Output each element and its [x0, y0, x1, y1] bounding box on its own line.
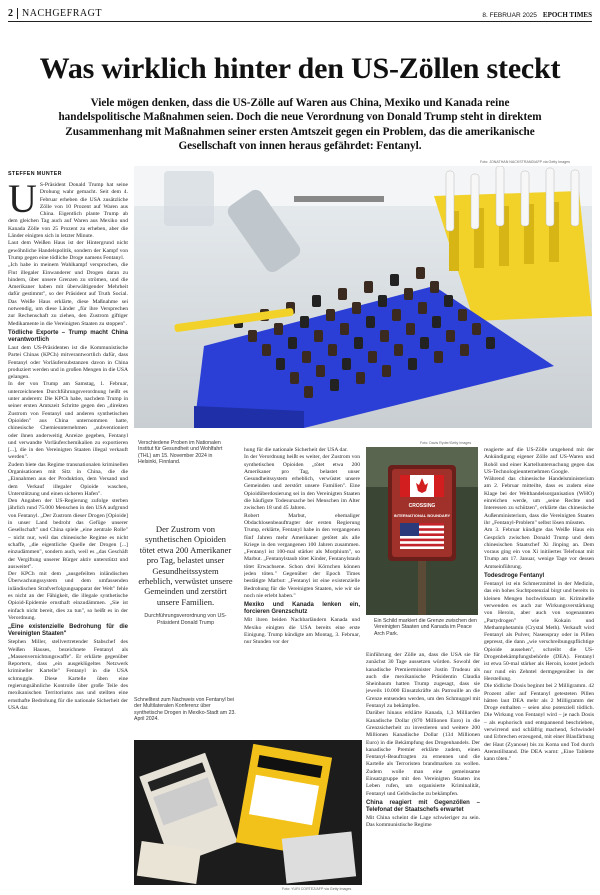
vial — [290, 372, 299, 384]
paragraph: Die tödliche Dosis beginnt bei 2 Milligramm. 42 Prozent aller auf Fentanyl getesteten Pillen hätten laut DEA mehr als 2 Milligramm der Droge enthalten – seien also potenziell tödlich. Die Wirkung von Fentanyl wird – je nach Dosis – als euphorisch und entspannend beschrieben, verwirrend und schläfrig machend, Schwindel und Erbrechen erzeugend, mit einer Blaufärbung der Haut (Zyanose) bis zu Koma und Tod durch Atemstillstand. Die DEA warnt: „Eine Tablette kann töten." — [484, 683, 594, 763]
vial — [328, 344, 337, 356]
drop-cap: U — [8, 182, 37, 221]
vial — [430, 281, 439, 293]
pull-quote — [138, 524, 233, 626]
subheading: China reagiert mit Gegenzöllen – Telefonat der Staatschefs erwartet — [366, 799, 480, 813]
subheading: Tödliche Exporte – Trump macht China verantwortlich — [8, 329, 128, 343]
vial — [274, 323, 283, 335]
quote-text: Der Zustrom von synthetischen Opioiden tötet etwa 200 Amerikaner pro Tag, belastet unser Gesundheitssystem erheblich, verwüstet unsere Gemeinden und zerstört unsere Familien. — [138, 524, 233, 607]
subheading: Mexiko und Kanada lenken ein, forcieren Grenzschutz — [244, 602, 360, 616]
paragraph: Fentanyl ist ein Schmerzmittel in der Medizin, das ein hohes Suchtpotenzial birgt und bereits in kleinen Mengen hochwirksam ist. Kriminelle verwenden es auch zur Wirkungsverstärkung von Heroin, aber auch von sogenannten „Partydrogen" wie Kokain und Methamphetamin (Crystal Meth). Verkauft wird Fentanyl als Pulver, Nasenspray oder in Pillen gepresst, die dann „wie verschreibungspflichtige Opioide aussehen", schreibt die US-Drogenbekämpfungsbehörde (DEA). Fentanyl ist etwa 50-mal stärker als Heroin, kostet jedoch nur rund ein Zehntel dermgegenüber in der Herstellung. — [484, 581, 594, 682]
vial — [404, 288, 413, 300]
vial — [408, 358, 417, 370]
vial — [390, 274, 399, 286]
vial — [364, 281, 373, 293]
sign-text-mid: INTERNATIONAL BOUNDARY — [393, 513, 451, 518]
vial — [472, 323, 481, 335]
issue-date: 8. FEBRUAR 2025 — [482, 12, 537, 19]
vial — [432, 316, 441, 328]
quote-source: Durchführungsverordnung von US-Präsident Donald Trump — [144, 613, 227, 626]
author-byline: STEFFEN MUNTER — [8, 171, 62, 177]
paragraph: „Ich habe in meinem Wahlkampf versprochen, die Flut illegaler Einwanderer und Drogen daran zu hindern, über unsere Grenzen zu strömen, und die Amerikaner haben mit überwältigender Mehrheit dafür gestimmt", so der Präsident auf Truth Social. Das Weiße Haus erklärte, diese Maßnahme sei notwendig, um diese Länder „für ihre Versprechen zur Rechenschaft zu ziehen, den Zustrom giftiger Medikamente in die Vereinigten Staaten zu stoppen". — [8, 262, 128, 327]
vial — [330, 379, 339, 391]
vial — [406, 323, 415, 335]
vial — [356, 372, 365, 384]
subheading: Todesdroge Fentanyl — [484, 573, 545, 580]
vial — [460, 344, 469, 356]
vial — [314, 330, 323, 342]
vial — [354, 337, 363, 349]
test-tube-rack-image — [134, 166, 592, 428]
vial — [382, 365, 391, 377]
article-column-4 — [366, 652, 480, 890]
paragraph: Laut dem Weißen Haus ist der Hintergrund nicht gewöhnliche Handelspolitik, sondern der Kampf von Trump gegen eine tödliche Droge namens Fentanyl. — [8, 240, 128, 261]
paragraph: S-Präsident Donald Trump hat seine Drohung wahr gemacht. Seit dem 4. Februar erheben die USA zusätzliche Zölle von 10 Prozent auf Waren aus China. Eigentlich plante Trump ab dem gleichen Tag auch auf Waren aus Mexiko und Kanada Zölle von 25 Prozent zu erheben, aber die Länder einigten sich in letzter Minute. — [8, 182, 128, 240]
vial — [368, 351, 377, 363]
vial — [444, 295, 453, 307]
photo-caption: Ein Schild markiert die Grenze zwischen den Vereinigten Staaten und Kanada im Peace Arch Park. — [374, 618, 477, 637]
vial — [416, 267, 425, 279]
main-photo — [134, 166, 592, 428]
paragraph: Der KPCh mit dem „ausgefeilten inländischen Überwachungssystem und dem umfassenden inländischen Strafverfolgungsapparat der Welt" fehle es nicht an der Fähigkeit, die illegale synthetische Opioid-Epidemie ernsthaft einzudämmen. „Sie ist einfach nicht bereit, dies zu tun", so heißt es in der Verordnung. — [8, 571, 128, 621]
subheading: „Eine existenzielle Bedrohung für die Vereinigten Staaten" — [8, 624, 128, 638]
paragraph: Darüber hinaus erklärte Kanada, 1,3 Milliarden Kanadische Dollar (870 Millionen Euro) in die Grenzsicherheit zu investieren und weitere 200 Millionen Kanadische Dollar (134 Millionen Euro) in die Bekämpfung des Drogenhandels. Der kanadische Premier erklärte zudem, einen Fentanyl-Beauftragten zu ernennen und die Kartelle als Terroristen brandmarken zu wollen. Zudem wolle man eine gemeinsame Einsatzgruppe mit den Vereinigten Staaten ins Leben rufen, um organisierte Kriminalität, Fentanyl und Geldwäsche zu bekämpfen. — [366, 710, 480, 797]
paragraph: Am 3. Februar kündigte das Weiße Haus ein Gespräch zwischen Donald Trump und dem chinesischen Staatschef Xi Jinping an. Dem voraus ging ein von Xi initiiertes Telefonat mit Trump am 17. Januar, wenige Tage vor dessen Amtseinführung. — [484, 527, 594, 570]
vial — [276, 358, 285, 370]
vial — [342, 358, 351, 370]
border-sign-photo — [366, 447, 478, 615]
photo-credit: Foto: Davis Ryder/Getty Images — [420, 441, 472, 445]
page-number: 2 — [8, 8, 13, 19]
paragraph: reagierte auf die US-Zölle umgehend mit der Ankündigung eigener Zölle auf US-Waren und Rohöl und einer Kartelluntersuchung gegen das US-Technologieunternehmen Google. — [484, 447, 594, 475]
photo-caption: Schnelltest zum Nachweis von Fentanyl bei der Multilateralen Konferenz über synthetische Drogen in Mexiko-Stadt am 23. April 2024. — [134, 697, 236, 723]
vial — [446, 330, 455, 342]
vial — [352, 302, 361, 314]
vial — [304, 386, 313, 398]
test-strips-image — [134, 740, 362, 885]
vial — [316, 365, 325, 377]
fentanyl-test-photo — [134, 740, 362, 885]
photo-credit: Foto: JONATHAN NACKSTRAND/AFP via Getty Images — [480, 160, 570, 164]
paragraph: hung für die nationale Sicherheit der USA dar. — [244, 447, 348, 453]
paragraph: In der von Trump am Samstag, 1. Februar, unterzeichneten Durchführungsverordnung heißt es unter anderem: Die KPCh habe, nachdem Trump in seiner ersten Amtszeit Schritte gegen den „direkten Zustrom von Fentanyl und anderen synthetischen Opioiden" aus China unternommen hatte, chinesische Chemieunternehmen „subventioniert oder ihnen anderweitig Anreize gegeben, Fentanyl und verwandte Vorläuferchemikalien zu exportieren [...], die in den Vereinigten Staaten illegal verkauft werden". — [8, 381, 128, 461]
photo-caption: Verschiedene Proben im Nationalen Institut für Gesundheit und Wohlfahrt (THL) am 15. November 2024 in Helsinki, Finnland. — [138, 440, 223, 466]
section-name: NACHGEFRAGT — [17, 8, 102, 19]
vial — [434, 351, 443, 363]
article-column-1 — [8, 182, 128, 890]
vial — [394, 344, 403, 356]
paragraph: Mit China scheint die Lage schwieriger zu sein. Das kommunistische Regime — [366, 814, 480, 829]
vial — [288, 337, 297, 349]
article-column-3 — [244, 447, 360, 737]
vial — [326, 309, 335, 321]
vial — [380, 330, 389, 342]
paragraph: Während das chinesische Handelsministerium am 2. Februar mitteilte, dass es zudem eine Klage bei der Welthandelsorganisation (WHO) einreichen werde, um „seine Rechte und Interessen zu schützen", erklärte das chinesische Außenministerium, dass die Vereinigten Staaten ihr „Fentanyl-Problem" selbst lösen müssten. — [484, 476, 594, 526]
vial — [486, 337, 495, 349]
paragraph: In der Verordnung heißt es weiter, der Zustrom von synthetischen Opioiden „tötet etwa 200 Amerikaner pro Tag, belastet unser Gesundheitssystem erheblich, verwüstet unsere Gemeinden und zerstört unsere Familien". Eine Opioidüberdosierung sei in den Vereinigten Staaten die häufigste Todesursache bei Menschen im Alter zwischen 18 und 45 Jahren. — [244, 454, 360, 512]
vial — [248, 330, 257, 342]
vial — [458, 309, 467, 321]
lead-paragraph: Viele mögen denken, dass die US-Zölle auf Waren aus China, Mexiko und Kanada reine handelspolitische Maßnahmen seien. Doch die neue Verordnung von Donald Trump steht in direktem Zusammenhang mit Maßnahmen seiner ersten Amtszeit gegen ein Problem, das die amerikanische Gesellschaft von innen heraus gefährdet: Fentanyl. — [58, 97, 542, 153]
vial — [312, 295, 321, 307]
border-sign-image — [366, 447, 478, 615]
vial — [338, 288, 347, 300]
page-header — [8, 8, 592, 22]
vial — [262, 344, 271, 356]
headline: Was wirklich hinter den US-Zöllen steckt — [39, 52, 561, 85]
vial — [302, 351, 311, 363]
paragraph: Laut dem US-Präsidenten ist die Kommunistische Partei Chinas (KPCh) mitverantwortlich dafür, dass Fentanyl oder Vorläufersubstanzen davon in China produziert werden und in großen Mengen in die USA gelangen. — [8, 344, 128, 381]
vial — [392, 309, 401, 321]
paragraph: Stephen Miller, stellvertretender Stabschef des Weißen Hauses, bezeichnete Fentanyl als „Massenvernichtungswaffe". Er erklärte gegenüber Reportern, dass „ein ausgeklügeltes Netzwerk krimineller Kartelle" Fentanyl in die USA schmuggle. Diese Kartelle üben eine regierungsähnliche Kontrolle über große Teile des mexikanischen Territoriums aus und stellten eine ernsthafte Bedrohung für die nationale Sicherheit der USA dar. — [8, 639, 128, 711]
paragraph: Robert Marbut, ehemaliger Obdachlosenbeauftragter der ersten Regierung Trump, erklärte, Fentanyl habe in den vergangenen fünf Jahren mehr Amerikaner getötet als alle Kriege in den vergangenen 100 Jahren zusammen. „Fentanyl ist 100-mal stärker als Morphium", so Marbut. „Fentanylstaub tötet Kinder, Fentanylstaub tötet Erwachsene. Schon drei Körnchen können jeden töten." Gegenüber der Epoch Times bestätigte Marbut: „Fentanyl ist eine existenzielle Bedrohung für die Vereinigten Staaten, wie wir sie noch nie erlebt haben." — [244, 512, 360, 599]
vial — [366, 316, 375, 328]
vial — [340, 323, 349, 335]
paragraph: Einführung der Zölle an, dass die USA sie für zunächst 30 Tage aussetzen würden. Sowohl der kanadische Premierminister Justin Trudeau als auch die mexikanische Präsidentin Claudia Sheinbaum hatten Trump zugesagt, dass sie jeweils 10.000 Einsatzkräfte als Patrouille an die Grenze entsenden werden, um den Schmuggel mit Fentanyl zu bekämpfen. — [366, 652, 480, 710]
publication-name: EPOCH TIMES — [542, 11, 592, 19]
vial — [300, 316, 309, 328]
vial — [418, 302, 427, 314]
vial — [378, 295, 387, 307]
vial — [420, 337, 429, 349]
paragraph: Zudem biete das Regime transnationalen kriminellen Organisationen mit Sitz in China, die die „Einnahmen aus der Produktion, dem Versand und dem Verkauf illegaler Opioide waschen, Unterstützung und einen sicheren Hafen". — [8, 461, 128, 497]
photo-credit: Foto: YURI CORTEZ/AFP via Getty Images — [282, 887, 352, 891]
paragraph: Den Angaben der US-Regierung zufolge sterben jährlich rund 75.000 Menschen in den USA aufgrund von Fentanyl. „Der Zustrom dieser Drogen [Opioide] in unser Land bedroht das Gefüge unserer Gesellschaft" und China spiele „eine zentrale Rolle" – nicht nur, weil das chinesische Regime es nicht schaffe, „die eigentliche Quelle der Drogen [...] einzudämmen", sondern auch, weil es „das Geschäft der Vergiftung unserer Bürger aktiv unterstützt und ausweitet". — [8, 498, 128, 570]
paragraph: Mit ihren beiden Nachbarländern Kanada und Mexiko einigten die USA bereits eine erste Einigung. Trump kündigte am Montag, 3. Februar, nur Stunden vor der — [244, 617, 360, 646]
sign-text-top: CROSSING — [408, 503, 436, 509]
article-column-5 — [484, 447, 594, 890]
